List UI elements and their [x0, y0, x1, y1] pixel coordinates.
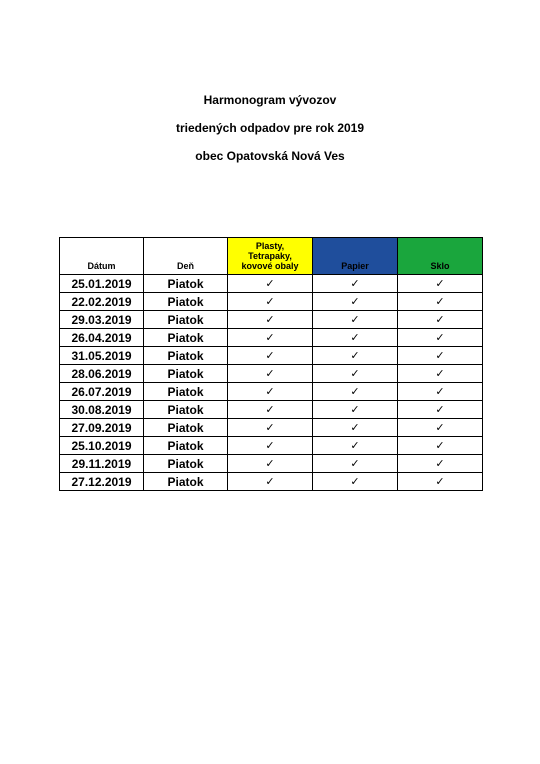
- check-plasty-icon: ✓: [228, 275, 313, 293]
- table-row: [60, 293, 483, 311]
- header-plasty-line-3: kovové obaly: [241, 261, 299, 271]
- check-papier-icon: ✓: [313, 311, 398, 329]
- table-row: [60, 275, 483, 293]
- check-papier-icon: ✓: [313, 383, 398, 401]
- check-sklo-icon: ✓: [398, 275, 483, 293]
- cell-date: 28.06.2019: [60, 365, 144, 383]
- check-plasty-icon: ✓: [228, 383, 313, 401]
- cell-date: 29.11.2019: [60, 455, 144, 473]
- title-line-1: Harmonogram vývozov: [203, 93, 337, 107]
- table-row: [60, 365, 483, 383]
- table-row: [60, 473, 483, 491]
- title-line-3: obec Opatovská Nová Ves: [195, 149, 345, 163]
- check-papier-icon: ✓: [313, 365, 398, 383]
- cell-day: Piatok: [144, 473, 228, 491]
- check-papier-icon: ✓: [313, 473, 398, 491]
- table-row: [60, 455, 483, 473]
- cell-date: 22.02.2019: [60, 293, 144, 311]
- cell-day: Piatok: [144, 401, 228, 419]
- cell-day: Piatok: [144, 347, 228, 365]
- header-plasty-line-2: Tetrapaky,: [248, 251, 292, 261]
- check-sklo-icon: ✓: [398, 329, 483, 347]
- check-sklo-icon: ✓: [398, 347, 483, 365]
- cell-day: Piatok: [144, 275, 228, 293]
- table-row: [60, 347, 483, 365]
- cell-date: 25.10.2019: [60, 437, 144, 455]
- check-sklo-icon: ✓: [398, 293, 483, 311]
- header-plasty: [228, 238, 313, 275]
- header-datum: Dátum: [60, 238, 144, 275]
- cell-day: Piatok: [144, 311, 228, 329]
- check-plasty-icon: ✓: [228, 347, 313, 365]
- cell-date: 25.01.2019: [60, 275, 144, 293]
- cell-date: 31.05.2019: [60, 347, 144, 365]
- check-sklo-icon: ✓: [398, 437, 483, 455]
- title-line-2: triedených odpadov pre rok 2019: [175, 121, 365, 135]
- check-plasty-icon: ✓: [228, 293, 313, 311]
- check-sklo-icon: ✓: [398, 365, 483, 383]
- check-plasty-icon: ✓: [228, 401, 313, 419]
- check-plasty-icon: ✓: [228, 437, 313, 455]
- check-papier-icon: ✓: [313, 329, 398, 347]
- header-plasty-line-1: Plasty,: [255, 241, 285, 251]
- cell-day: Piatok: [144, 293, 228, 311]
- check-sklo-icon: ✓: [398, 311, 483, 329]
- cell-day: Piatok: [144, 365, 228, 383]
- cell-day: Piatok: [144, 419, 228, 437]
- check-plasty-icon: ✓: [228, 311, 313, 329]
- table-row: [60, 311, 483, 329]
- check-sklo-icon: ✓: [398, 419, 483, 437]
- table-row: [60, 383, 483, 401]
- cell-date: 27.09.2019: [60, 419, 144, 437]
- table-row: [60, 419, 483, 437]
- check-plasty-icon: ✓: [228, 455, 313, 473]
- header-row: [60, 238, 483, 275]
- check-sklo-icon: ✓: [398, 383, 483, 401]
- check-papier-icon: ✓: [313, 401, 398, 419]
- header-papier: Papier: [313, 238, 398, 275]
- schedule-table: [59, 237, 483, 491]
- check-plasty-icon: ✓: [228, 365, 313, 383]
- check-sklo-icon: ✓: [398, 401, 483, 419]
- header-sklo: Sklo: [398, 238, 483, 275]
- cell-day: Piatok: [144, 383, 228, 401]
- table-row: [60, 437, 483, 455]
- check-papier-icon: ✓: [313, 455, 398, 473]
- check-plasty-icon: ✓: [228, 329, 313, 347]
- cell-date: 26.07.2019: [60, 383, 144, 401]
- check-papier-icon: ✓: [313, 419, 398, 437]
- check-plasty-icon: ✓: [228, 473, 313, 491]
- check-papier-icon: ✓: [313, 275, 398, 293]
- cell-day: Piatok: [144, 455, 228, 473]
- header-den: Deň: [144, 238, 228, 275]
- cell-day: Piatok: [144, 329, 228, 347]
- check-plasty-icon: ✓: [228, 419, 313, 437]
- check-papier-icon: ✓: [313, 347, 398, 365]
- table-row: [60, 401, 483, 419]
- cell-date: 30.08.2019: [60, 401, 144, 419]
- check-papier-icon: ✓: [313, 437, 398, 455]
- cell-date: 27.12.2019: [60, 473, 144, 491]
- check-sklo-icon: ✓: [398, 473, 483, 491]
- table-row: [60, 329, 483, 347]
- cell-day: Piatok: [144, 437, 228, 455]
- cell-date: 26.04.2019: [60, 329, 144, 347]
- cell-date: 29.03.2019: [60, 311, 144, 329]
- check-sklo-icon: ✓: [398, 455, 483, 473]
- check-papier-icon: ✓: [313, 293, 398, 311]
